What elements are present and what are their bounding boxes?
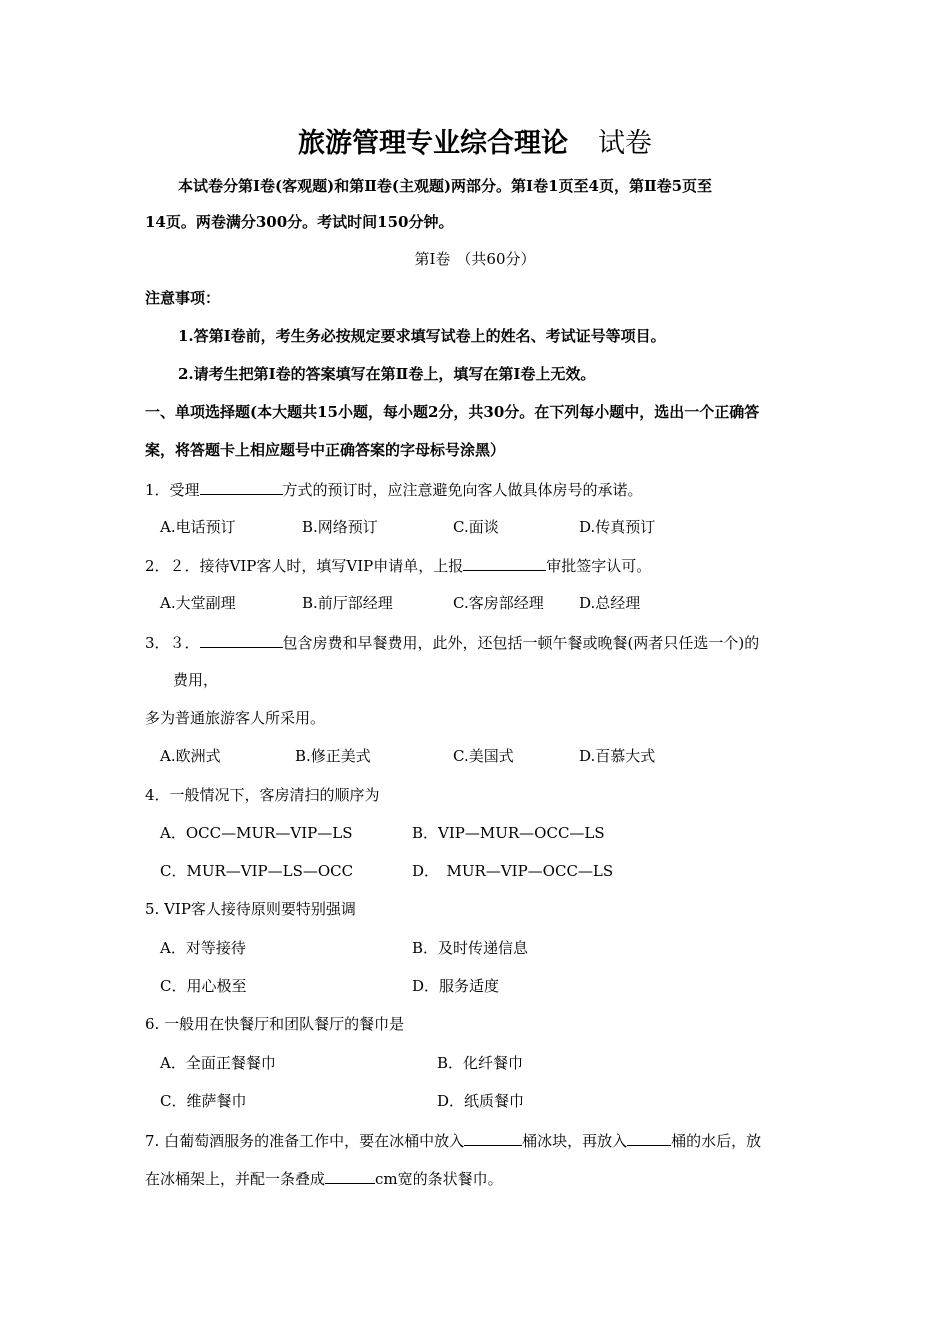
option-b: B.修正美式 [295, 747, 371, 765]
question-text: 方式的预订时，应注意避免向客人做具体房号的承诺。 [282, 481, 643, 499]
question-7-continuation [145, 1168, 503, 1189]
question-4: 4．一般情况下，客房清扫的顺序为 [145, 786, 380, 804]
question-text: 桶冰块，再放入 [522, 1132, 628, 1150]
answer-blank [627, 1130, 671, 1146]
title-suffix: 试卷 [598, 128, 652, 159]
question-3-continuation: 费用， [173, 671, 219, 689]
option-c: C．用心极至 [160, 977, 247, 995]
option-b: B.前厅部经理 [302, 594, 393, 612]
answer-blank [200, 479, 283, 495]
option-d: D．服务适度 [412, 977, 500, 995]
note-item-2: 2.请考生把第Ⅰ卷的答案填写在第Ⅱ卷上，填写在第Ⅰ卷上无效。 [178, 365, 596, 383]
intro-line-1: 本试卷分第Ⅰ卷(客观题)和第Ⅱ卷(主观题)两部分。第Ⅰ卷1页至4页，第Ⅱ卷5页至 [178, 177, 713, 195]
answer-blank [325, 1168, 375, 1184]
question-text: 在冰桶架上，并配一条叠成 [145, 1170, 326, 1188]
question-7 [145, 1130, 761, 1151]
option-b: B．及时传递信息 [412, 939, 529, 957]
option-b: B.网络预订 [302, 518, 378, 536]
option-c: C.客房部经理 [453, 594, 544, 612]
page-title [0, 126, 950, 162]
note-item-1: 1.答第Ⅰ卷前，考生务必按规定要求填写试卷上的姓名、考试证号等项目。 [178, 327, 666, 345]
option-b: B．VIP—MUR—OCC—LS [412, 824, 605, 842]
option-a: A.大堂副理 [160, 594, 236, 612]
section-score: （共60分） [456, 250, 536, 268]
part1-heading-line-1: 一、单项选择题(本大题共15小题，每小题2分，共30分。在下列每小题中，选出一个正确答 [145, 403, 760, 421]
question-text: 1．受理 [145, 481, 200, 499]
question-2 [145, 555, 651, 576]
title-main: 旅游管理专业综合理论 [298, 128, 568, 159]
option-d: D． MUR—VIP—OCC—LS [412, 862, 614, 880]
intro-line-2: 14页。两卷满分300分。考试时间150分钟。 [145, 213, 454, 231]
answer-blank [464, 1130, 522, 1146]
option-a: A．对等接待 [160, 939, 246, 957]
option-c: C．维萨餐巾 [160, 1092, 247, 1110]
question-text: 包含房费和早餐费用，此外，还包括一顿午餐或晚餐(两者只任选一个)的 [282, 634, 760, 652]
option-b: B．化纤餐巾 [437, 1054, 524, 1072]
section-title: 第Ⅰ卷 [414, 250, 451, 268]
question-text: 7. 白葡萄酒服务的准备工作中，要在冰桶中放入 [145, 1132, 465, 1150]
question-1 [145, 479, 643, 500]
question-5: 5. VIP客人接待原则要特别强调 [145, 900, 356, 918]
notes-label: 注意事项： [145, 289, 221, 307]
option-d: D.总经理 [579, 594, 641, 612]
option-a: A．OCC—MUR—VIP—LS [160, 824, 353, 842]
option-d: D．纸质餐巾 [437, 1092, 525, 1110]
question-6: 6. 一般用在快餐厅和团队餐厅的餐巾是 [145, 1015, 405, 1033]
question-text: 3．３． [145, 634, 200, 652]
option-a: A.欧洲式 [160, 747, 221, 765]
option-a: A．全面正餐餐巾 [160, 1054, 276, 1072]
answer-blank [463, 555, 546, 571]
option-c: C.面谈 [453, 518, 499, 536]
part1-heading-line-2: 案，将答题卡上相应题号中正确答案的字母标号涂黑） [145, 441, 506, 459]
question-text: cm宽的条状餐巾。 [375, 1170, 503, 1188]
option-c: C．MUR—VIP—LS—OCC [160, 862, 354, 880]
question-text: 桶的水后，放 [671, 1132, 762, 1150]
section-heading [0, 249, 950, 269]
question-3 [145, 632, 759, 653]
question-text: 审批签字认可。 [546, 557, 652, 575]
question-text: 2．２．接待VIP客人时，填写VIP申请单，上报 [145, 557, 464, 575]
answer-blank [200, 632, 283, 648]
option-a: A.电话预订 [160, 518, 236, 536]
option-c: C.美国式 [453, 747, 514, 765]
option-d: D.百慕大式 [579, 747, 656, 765]
option-d: D.传真预订 [579, 518, 656, 536]
question-3-continuation: 多为普通旅游客人所采用。 [145, 709, 326, 727]
